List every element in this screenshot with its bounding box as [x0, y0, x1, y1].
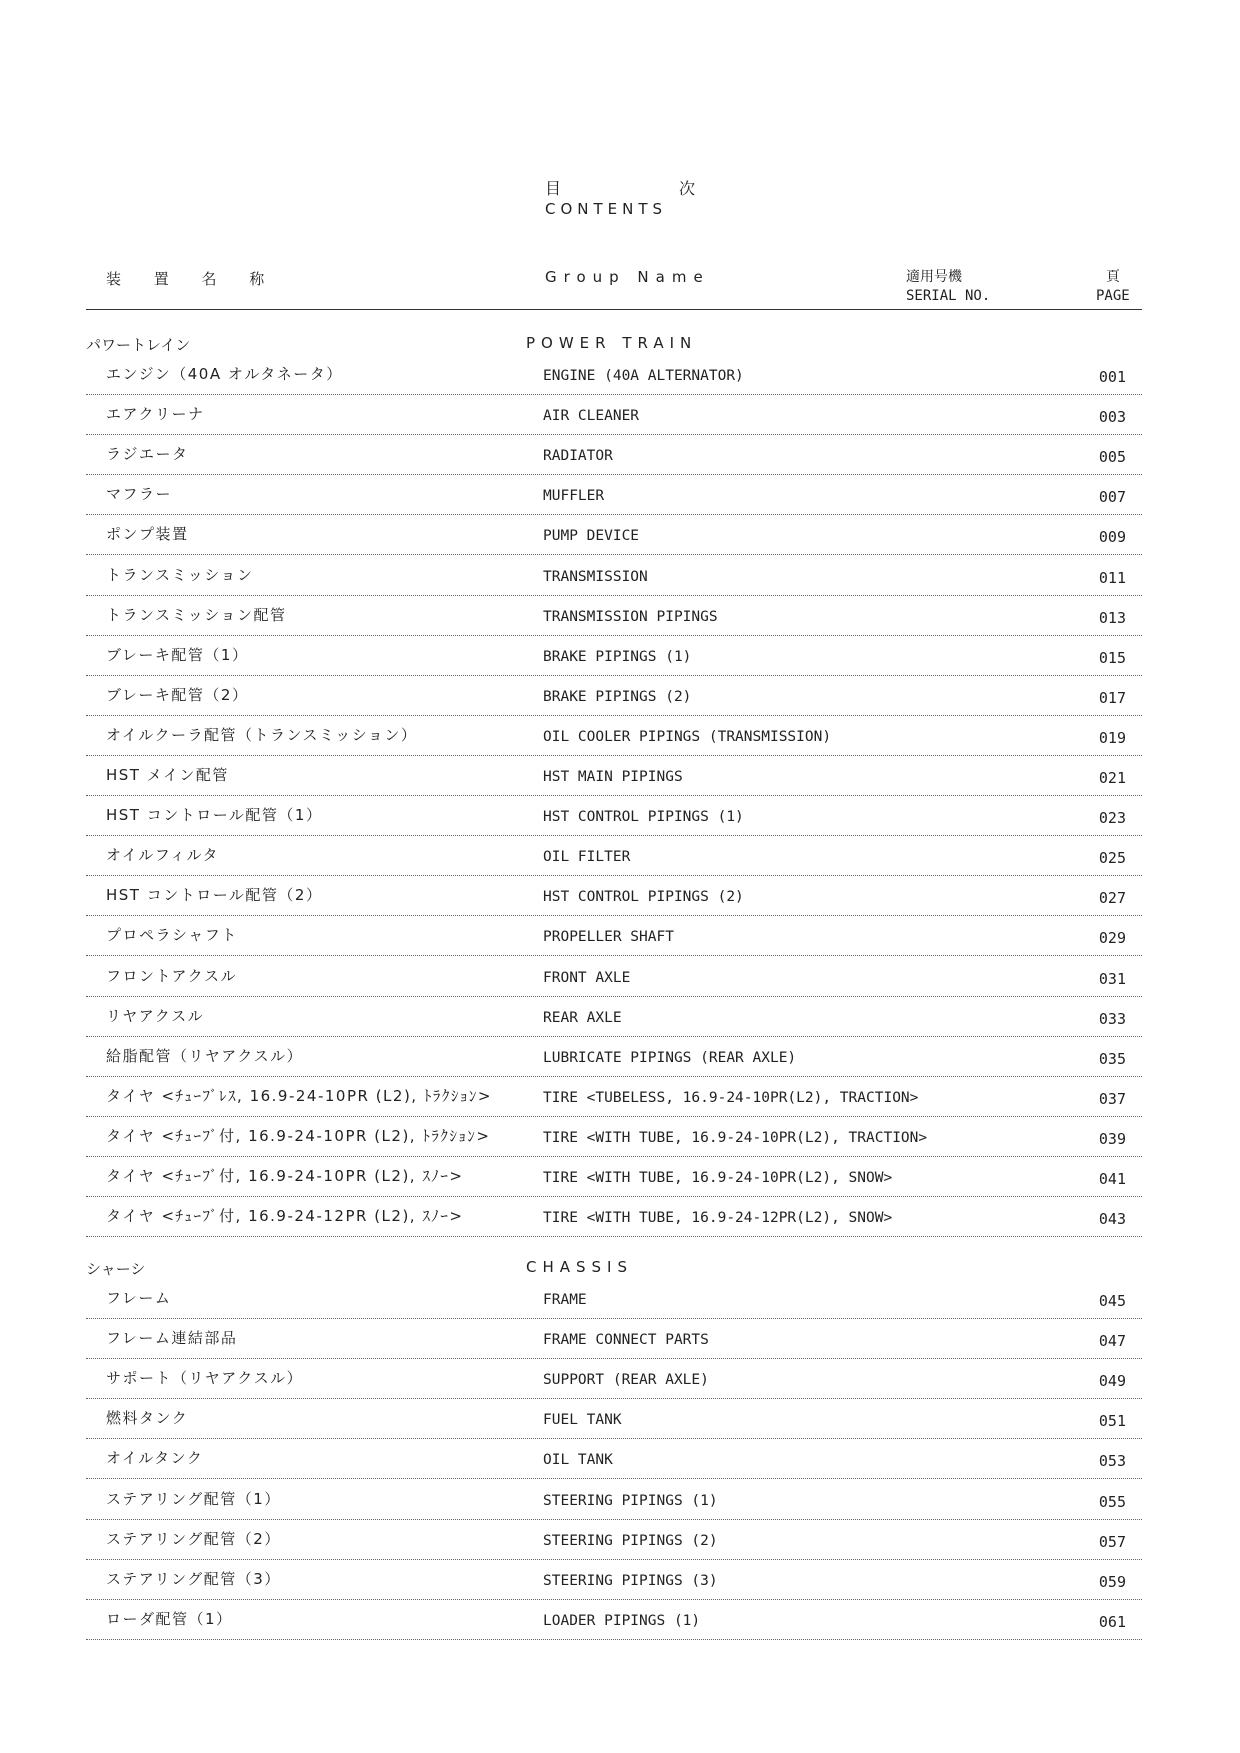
header-rule: [86, 309, 1142, 310]
toc-group-name: OIL FILTER: [543, 849, 631, 866]
toc-group-name: STEERING PIPINGS (2): [543, 1532, 718, 1549]
toc-row: [86, 1438, 1142, 1479]
toc-group-name: MUFFLER: [543, 488, 605, 505]
toc-page-number: 013: [1098, 608, 1126, 627]
header-col-serial: [906, 268, 990, 306]
toc-page-number: 015: [1098, 648, 1126, 667]
toc-name-jp: フロントアクスル: [106, 966, 237, 985]
toc-page-number: 053: [1098, 1452, 1126, 1471]
toc-group-name: STEERING PIPINGS (1): [543, 1492, 718, 1509]
toc-row: [86, 1519, 1142, 1560]
toc-row: [86, 1479, 1142, 1520]
toc-row: [86, 514, 1142, 555]
toc-page-number: 061: [1098, 1612, 1126, 1631]
toc-page-number: 009: [1098, 528, 1126, 547]
toc-page-number: 021: [1098, 769, 1126, 787]
toc-page-number: 003: [1098, 408, 1126, 427]
toc-page-number: 035: [1098, 1049, 1126, 1068]
toc-name-jp: ローダ配管（1）: [106, 1609, 233, 1628]
toc-group-name: TRANSMISSION PIPINGS: [543, 608, 718, 625]
toc-page-number: 041: [1098, 1170, 1126, 1188]
toc-row: [86, 434, 1142, 475]
toc-row: [86, 956, 1142, 997]
toc-page-number: 033: [1098, 1009, 1126, 1028]
toc-row: [86, 1398, 1142, 1439]
toc-group-name: LOADER PIPINGS (1): [543, 1612, 701, 1629]
toc-group-name: PROPELLER SHAFT: [543, 929, 674, 946]
title-en: CONTENTS: [545, 200, 668, 218]
toc-row: [86, 635, 1142, 676]
toc-name-jp: HST コントロール配管（1）: [106, 806, 323, 825]
toc-group-name: PUMP DEVICE: [543, 528, 640, 545]
toc-name-jp: フレーム連結部品: [106, 1329, 238, 1348]
header-col-jp: 装 置 名 称: [106, 270, 279, 288]
toc-name-jp: エアクリーナ: [106, 405, 205, 424]
toc-page-number: 049: [1098, 1372, 1126, 1391]
toc-group-name: BRAKE PIPINGS (2): [543, 688, 692, 705]
toc-row: [86, 1278, 1142, 1319]
toc-name-jp: HST コントロール配管（2）: [106, 886, 323, 905]
toc-group-name: LUBRICATE PIPINGS (REAR AXLE): [543, 1049, 797, 1066]
toc-row: [86, 1358, 1142, 1399]
toc-row: [86, 595, 1142, 636]
toc-name-jp: タイヤ <ﾁｭｰﾌﾞﾚｽ, 16.9-24-10PR (L2), ﾄﾗｸｼｮﾝ>: [106, 1086, 492, 1105]
toc-page-number: 017: [1098, 688, 1126, 707]
header-serial-jp: 適用号機: [906, 269, 962, 285]
toc-page-number: 005: [1098, 448, 1126, 467]
toc-group-name: FRAME CONNECT PARTS: [543, 1332, 709, 1349]
toc-group-name: OIL TANK: [543, 1452, 613, 1469]
toc-row: [86, 835, 1142, 876]
toc-group-name: FRAME: [543, 1292, 587, 1308]
section-title-jp: パワートレイン: [86, 336, 191, 354]
toc-name-jp: ステアリング配管（1）: [106, 1489, 281, 1508]
toc-page-number: 019: [1098, 728, 1126, 747]
toc-page-number: 001: [1098, 368, 1126, 386]
toc-row: [86, 875, 1142, 916]
toc-group-name: TRANSMISSION: [543, 568, 648, 585]
toc-page-number: 029: [1098, 929, 1126, 948]
toc-row: [86, 394, 1142, 435]
toc-row: [86, 1599, 1142, 1640]
toc-page-number: 011: [1098, 568, 1126, 587]
toc-group-name: ENGINE (40A ALTERNATOR): [543, 368, 744, 384]
toc-group-name: FRONT AXLE: [543, 969, 631, 986]
toc-row: [86, 1318, 1142, 1359]
toc-name-jp: タイヤ <ﾁｭｰﾌﾞ付, 16.9-24-12PR (L2), ｽﾉｰ>: [106, 1207, 464, 1226]
toc-name-jp: ステアリング配管（2）: [106, 1529, 281, 1548]
header-page-en: PAGE: [1096, 288, 1130, 304]
section-title-en: POWER TRAIN: [526, 334, 698, 352]
toc-name-jp: タイヤ <ﾁｭｰﾌﾞ付, 16.9-24-10PR (L2), ｽﾉｰ>: [106, 1167, 464, 1185]
toc-name-jp: オイルフィルタ: [106, 846, 219, 865]
toc-page-number: 047: [1098, 1332, 1126, 1351]
toc-name-jp: オイルクーラ配管（トランスミッション）: [106, 725, 418, 744]
toc-name-jp: エンジン（40A オルタネータ）: [106, 365, 343, 383]
toc-page-number: 023: [1098, 809, 1126, 828]
header-col-group: Group Name: [545, 268, 710, 286]
toc-row: [86, 755, 1142, 796]
toc-name-jp: マフラー: [106, 485, 173, 504]
toc-row: [86, 795, 1142, 836]
toc-row: [86, 1036, 1142, 1077]
toc-group-name: FUEL TANK: [543, 1412, 622, 1429]
toc-page-number: 037: [1098, 1089, 1126, 1108]
toc-group-name: OIL COOLER PIPINGS (TRANSMISSION): [543, 728, 832, 745]
toc-group-name: TIRE <TUBELESS, 16.9-24-10PR(L2), TRACTION>: [543, 1089, 919, 1106]
toc-group-name: HST CONTROL PIPINGS (2): [543, 889, 744, 906]
section-title-jp: シャーシ: [86, 1260, 146, 1278]
toc-page-number: 031: [1098, 969, 1126, 988]
toc-name-jp: ブレーキ配管（2）: [106, 685, 249, 704]
toc-page-number: 045: [1098, 1292, 1126, 1310]
toc-row: [86, 715, 1142, 756]
toc-name-jp: トランスミッション: [106, 565, 254, 584]
toc-name-jp: サポート（リヤアクスル）: [106, 1369, 304, 1388]
toc-name-jp: ブレーキ配管（1）: [106, 645, 249, 664]
title-jp: [545, 176, 695, 199]
toc-row: [86, 1559, 1142, 1600]
toc-group-name: HST MAIN PIPINGS: [543, 769, 683, 785]
toc-name-jp: 燃料タンク: [106, 1409, 189, 1428]
header-serial-en: SERIAL NO.: [906, 288, 991, 304]
section-title-en: CHASSIS: [526, 1258, 634, 1276]
toc-group-name: RADIATOR: [543, 448, 613, 465]
toc-row: [86, 1076, 1142, 1117]
toc-name-jp: トランスミッション配管: [106, 605, 287, 624]
toc-name-jp: ステアリング配管（3）: [106, 1569, 281, 1588]
toc-name-jp: ラジエータ: [106, 445, 189, 464]
toc-name-jp: ポンプ装置: [106, 525, 189, 544]
toc-row: [86, 1116, 1142, 1157]
toc-page-number: 059: [1098, 1572, 1126, 1591]
toc-page-number: 025: [1098, 849, 1126, 868]
toc-name-jp: タイヤ <ﾁｭｰﾌﾞ付, 16.9-24-10PR (L2), ﾄﾗｸｼｮﾝ>: [106, 1126, 491, 1145]
toc-name-jp: リヤアクスル: [106, 1006, 205, 1025]
toc-row: [86, 1196, 1142, 1237]
toc-name-jp: プロペラシャフト: [106, 926, 238, 945]
toc-group-name: HST CONTROL PIPINGS (1): [543, 809, 744, 826]
toc-group-name: BRAKE PIPINGS (1): [543, 648, 692, 665]
toc-page-number: 043: [1098, 1210, 1126, 1229]
toc-group-name: AIR CLEANER: [543, 408, 640, 425]
header-page-jp: 頁: [1105, 269, 1120, 285]
toc-group-name: SUPPORT (REAR AXLE): [543, 1372, 709, 1389]
toc-row: [86, 354, 1142, 395]
toc-page-number: 007: [1098, 488, 1126, 507]
toc-row: [86, 555, 1142, 596]
toc-row: [86, 474, 1142, 515]
toc-row: [86, 1156, 1142, 1197]
toc-row: [86, 675, 1142, 716]
toc-name-jp: フレーム: [106, 1289, 172, 1307]
toc-group-name: TIRE <WITH TUBE, 16.9-24-10PR(L2), SNOW>: [543, 1170, 893, 1186]
header-col-page: [1096, 268, 1130, 306]
toc-page-number: 027: [1098, 889, 1126, 908]
toc-group-name: STEERING PIPINGS (3): [543, 1572, 718, 1589]
toc-name-jp: オイルタンク: [106, 1449, 204, 1468]
toc-page-number: 051: [1098, 1412, 1126, 1431]
toc-row: [86, 996, 1142, 1037]
title-jp-left: 目: [545, 179, 562, 198]
toc-name-jp: 給脂配管（リヤアクスル）: [106, 1046, 304, 1065]
toc-page-number: 039: [1098, 1129, 1126, 1148]
toc-group-name: TIRE <WITH TUBE, 16.9-24-10PR(L2), TRACTION>: [543, 1129, 928, 1146]
toc-group-name: TIRE <WITH TUBE, 16.9-24-12PR(L2), SNOW>: [543, 1210, 893, 1227]
toc-page-number: 055: [1098, 1492, 1126, 1511]
toc-page-number: 057: [1098, 1532, 1126, 1551]
toc-name-jp: HST メイン配管: [106, 766, 229, 784]
title-jp-right: 次: [678, 179, 695, 198]
toc-group-name: REAR AXLE: [543, 1009, 622, 1026]
toc-row: [86, 915, 1142, 956]
